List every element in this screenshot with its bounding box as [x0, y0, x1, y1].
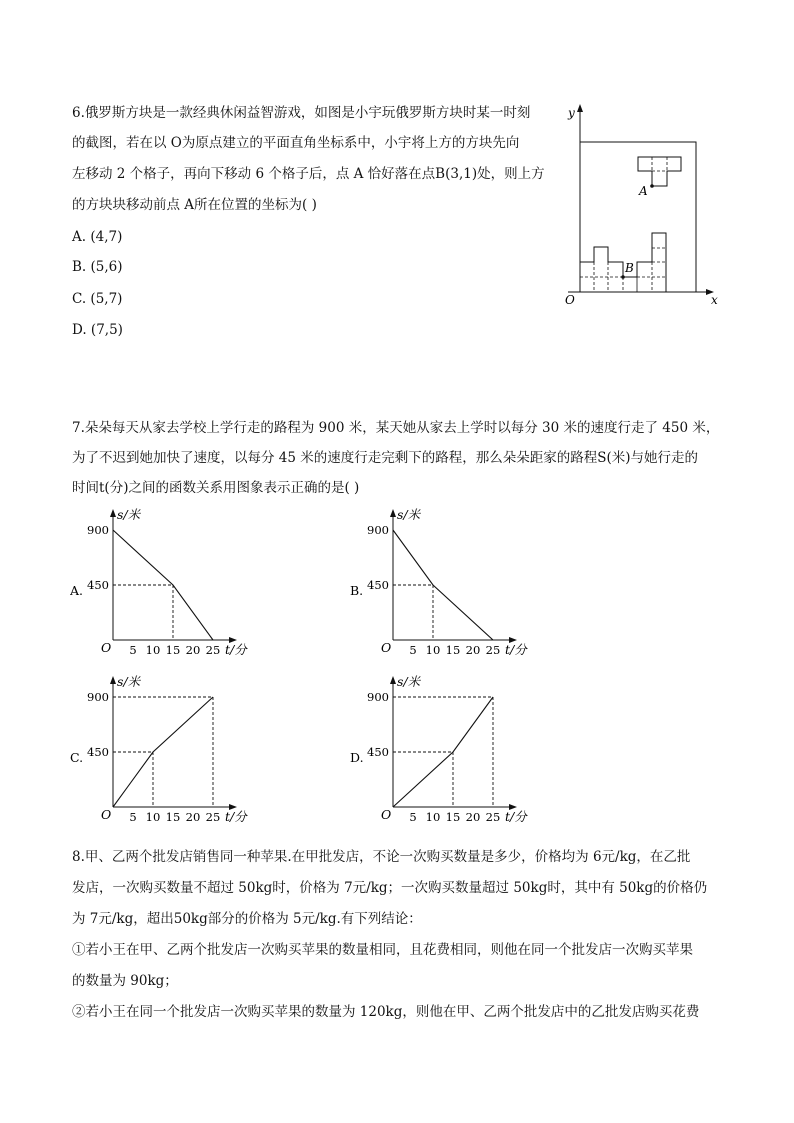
x-tick-label: 5: [129, 643, 137, 657]
x-tick-label: 25: [205, 810, 221, 824]
x-tick-label: 10: [425, 643, 441, 657]
origin-label: O: [381, 807, 392, 822]
q6-option-a[interactable]: A. (4,7): [72, 229, 123, 245]
q8-line-1: 8.甲、乙两个批发店销售同一种苹果.在甲批发店，不论一次购买数量是多少，价格均为 6元/kg，在乙批: [72, 849, 691, 865]
y-axis-label: s/米: [397, 674, 421, 689]
x-tick-label: 25: [485, 643, 501, 657]
q7-graph-svg: [70, 672, 270, 832]
x-tick-label: 20: [465, 810, 481, 824]
q6-option-d[interactable]: D. (7,5): [72, 322, 123, 338]
x-axis-label: t/分: [225, 809, 247, 824]
q6-line-3: 左移动 2 个格子，再向下移动 6 个格子后，点 A 恰好落在点B(3,1)处，则上方: [72, 166, 545, 182]
graph-option-label: B.: [350, 583, 364, 598]
graph-option-label: D.: [350, 750, 364, 765]
q7-line-1: 7.朵朵每天从家去学校上学行走的路程为 900 米，某天她从家去上学时以每分 30 米的速度行走了 450 米，: [72, 420, 720, 436]
q7-graph-b[interactable]: [350, 505, 550, 669]
y-tick-label: 450: [367, 745, 389, 759]
q6-point-a-marker: [650, 184, 654, 188]
x-tick-label: 20: [465, 643, 481, 657]
q7-graph-a[interactable]: [70, 505, 270, 669]
x-axis-label: t/分: [505, 809, 527, 824]
x-tick-label: 15: [445, 643, 461, 657]
q6-line-4: 的方块块移动前点 A所在位置的坐标为( ): [72, 197, 317, 213]
graph-option-label: A.: [70, 583, 84, 598]
origin-label: O: [101, 640, 112, 655]
y-tick-label: 900: [367, 523, 389, 537]
y-axis-label: s/米: [117, 674, 141, 689]
origin-label: O: [101, 807, 112, 822]
q6-tetris-figure: [560, 100, 730, 310]
graph-option-label: C.: [70, 750, 84, 765]
y-tick-label: 900: [87, 690, 109, 704]
q8-line-3: 为 7元/kg，超出50kg部分的价格为 5元/kg.有下列结论：: [72, 911, 422, 927]
x-tick-label: 15: [165, 810, 181, 824]
y-axis-label: s/米: [117, 507, 141, 522]
q7-graph-c[interactable]: [70, 672, 270, 836]
q8-line-5: 的数量为 90kg；: [72, 973, 178, 989]
x-tick-label: 25: [485, 810, 501, 824]
q7-graph-d[interactable]: [350, 672, 550, 836]
y-axis-arrow: [390, 676, 396, 684]
q6-point-b-marker: [621, 275, 625, 279]
x-tick-label: 10: [145, 810, 161, 824]
q6-option-b[interactable]: B. (5,6): [72, 259, 123, 275]
x-tick-label: 5: [409, 643, 417, 657]
x-tick-label: 10: [425, 810, 441, 824]
q6-line-2: 的截图，若在以 O为原点建立的平面直角坐标系中，小宇将上方的方块先向: [72, 135, 520, 151]
q8-line-4: ①若小王在甲、乙两个批发店一次购买苹果的数量相同，且花费相同，则他在同一个批发店一次购买苹果: [72, 942, 693, 958]
y-axis-arrow: [110, 509, 116, 517]
x-tick-label: 5: [409, 810, 417, 824]
q7-graph-svg: [350, 505, 550, 665]
x-tick-label: 20: [185, 810, 201, 824]
y-tick-label: 450: [87, 745, 109, 759]
x-tick-label: 5: [129, 810, 137, 824]
q6-x-label: x: [711, 293, 718, 307]
y-tick-label: 450: [367, 578, 389, 592]
q6-line-1: 6.俄罗斯方块是一款经典休闲益智游戏，如图是小宇玩俄罗斯方块时某一时刻: [72, 105, 531, 121]
y-axis-arrow: [390, 509, 396, 517]
y-tick-label: 900: [87, 523, 109, 537]
y-axis-label: s/米: [397, 507, 421, 522]
x-tick-label: 15: [165, 643, 181, 657]
x-tick-label: 20: [185, 643, 201, 657]
q6-option-c[interactable]: C. (5,7): [72, 291, 123, 307]
q7-graph-svg: [70, 505, 270, 665]
q6-origin-label: O: [565, 293, 575, 307]
q7-graph-svg: [350, 672, 550, 832]
q8-line-6: ②若小王在同一个批发店一次购买苹果的数量为 120kg，则他在甲、乙两个批发店中的乙批发店购买花费: [72, 1004, 700, 1020]
origin-label: O: [381, 640, 392, 655]
y-tick-label: 450: [87, 578, 109, 592]
x-axis-label: t/分: [225, 642, 247, 657]
y-axis-arrow: [110, 676, 116, 684]
q7-line-2: 为了不迟到她加快了速度，以每分 45 米的速度行走完剩下的路程，那么朵朵距家的路程S(米)与她行走的: [72, 450, 699, 466]
q6-point-a-label: A: [639, 184, 648, 198]
x-tick-label: 25: [205, 643, 221, 657]
x-tick-label: 15: [445, 810, 461, 824]
q7-line-3: 时间t(分)之间的函数关系用图象表示正确的是( ): [72, 480, 360, 496]
q6-y-label: y: [568, 106, 575, 120]
y-tick-label: 900: [367, 690, 389, 704]
q8-line-2: 发店，一次购买数量不超过 50kg时，价格为 7元/kg；一次购买数量超过 50kg时，其中有 50kg的价格仍: [72, 880, 708, 896]
q6-point-b-label: B: [625, 261, 634, 275]
x-axis-label: t/分: [505, 642, 527, 657]
x-tick-label: 10: [145, 643, 161, 657]
